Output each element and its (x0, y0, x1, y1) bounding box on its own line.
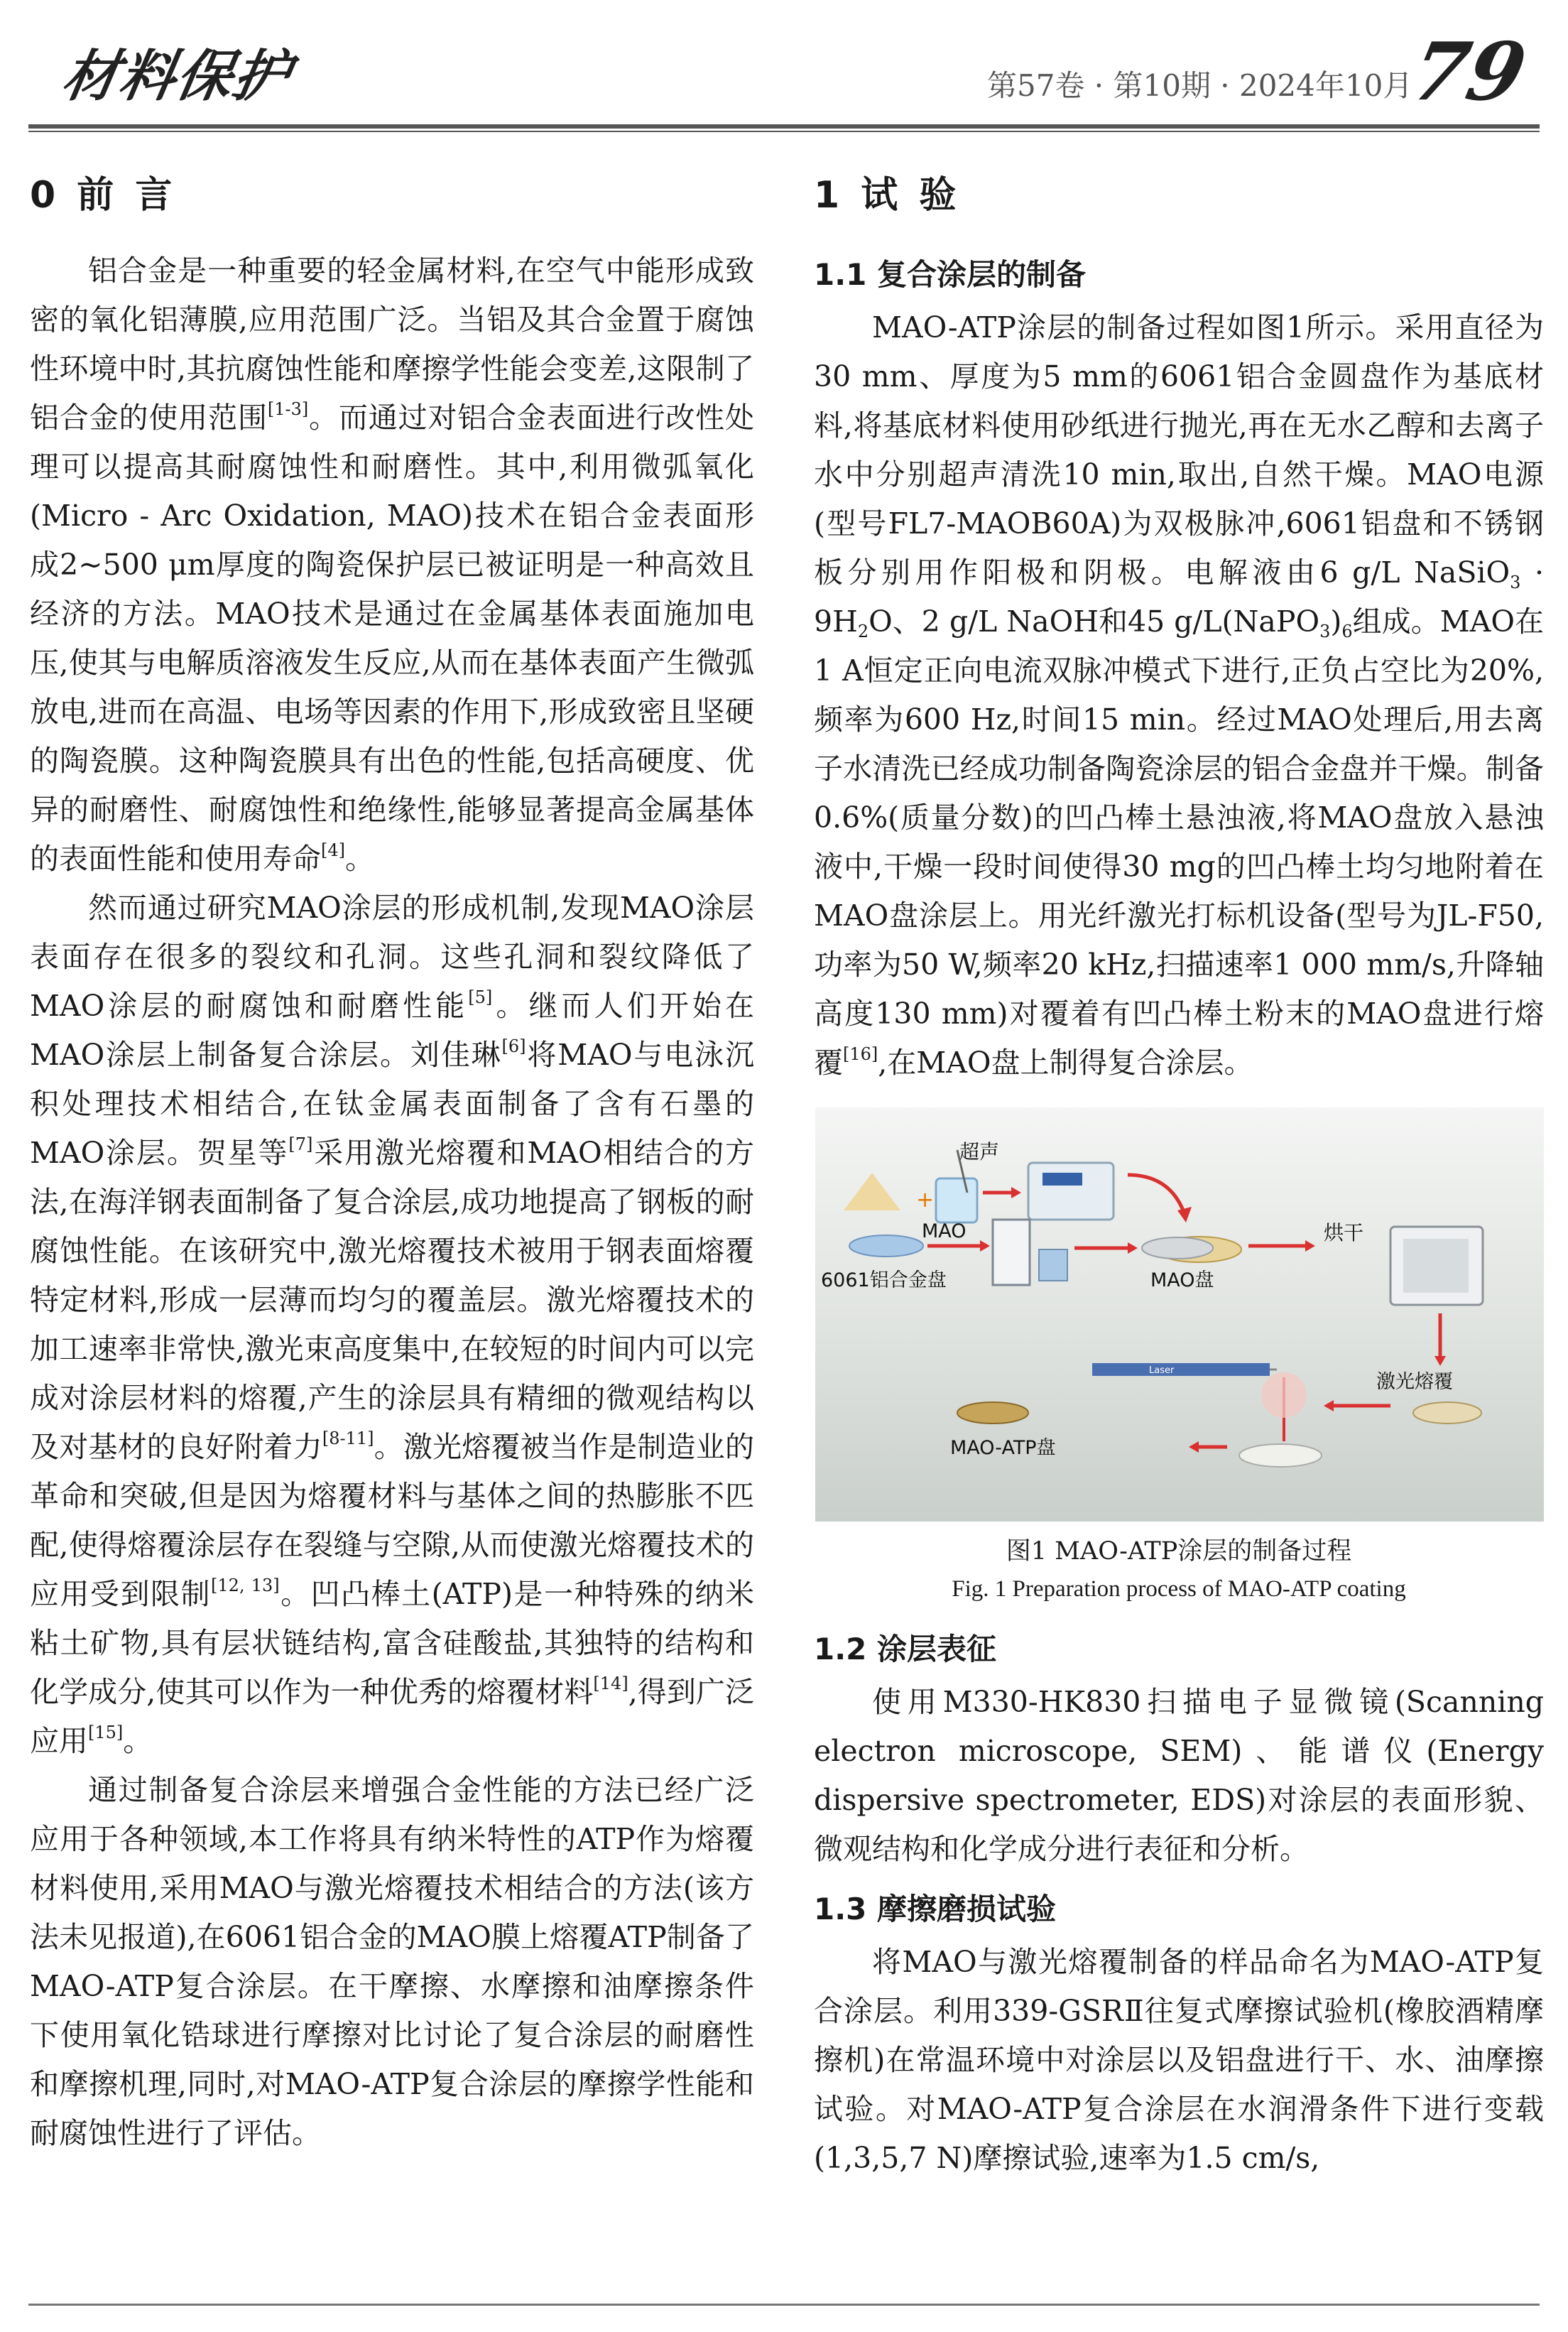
arrow-8-head (1189, 1441, 1199, 1453)
mao-atp-disc-icon (957, 1402, 1028, 1423)
laser-tube-icon (1092, 1363, 1270, 1376)
oven-door (1403, 1239, 1469, 1293)
mao-disc-icon (1142, 1237, 1213, 1259)
arrow-6-head (1434, 1356, 1446, 1366)
section-title-experiment: 1 试 验 (814, 174, 961, 217)
label-laser-cladding: 激光熔覆 (1376, 1371, 1453, 1393)
label-mao-atp-disc: MAO-ATP盘 (950, 1437, 1056, 1459)
aluminum-disc-icon (849, 1235, 923, 1257)
plus-sign: + (916, 1188, 935, 1213)
header-rule-thin (28, 131, 1540, 132)
figure-caption-cn: 图1 MAO-ATP涂层的制备过程 (1006, 1537, 1352, 1566)
paragraph-1-2: 使用M330-HK830扫描电子显微镜(Scanning electron microscope, SEM)、能谱仪(Energy dispersive spectrometer, EDS)对涂层的表面形貌、微观结构和化学成分进行表征和分析。 (814, 1685, 1544, 1866)
mao-power-supply-icon (993, 1220, 1030, 1285)
beaker-icon (936, 1178, 977, 1222)
arrow-1-head (1011, 1187, 1021, 1198)
arrow-2-head (1177, 1207, 1192, 1222)
paragraph-1-1: MAO-ATP涂层的制备过程如图1所示。采用直径为30 mm、厚度为5 mm的6061铝合金圆盘作为基底材料,将基底材料使用砂纸进行抛光,再在无水乙醇和去离子水中分别超声清洗10 min,取出,自然干燥。MAO电源(型号FL7-MAOB60A)为双极脉冲,6061铝盘和不锈钢板分别用作阳极和阴极。电解液由6 g/L NaSiO$_3$ · $9H_2O$、2 g/L NaOH和45 $g/L(NaPO_3)_6$组成。MAO在1 A恒定正向电流双脉冲模式下进行,正负占空比为20%,频率为600 Hz,时间15 min。经过MAO处理后,用去离子水清洗已经成功制备陶瓷涂层的铝合金盘并干燥。制备0.6%(质量分数)的凹凸棒土悬浊液,将MAO盘放入悬浊液中,干燥一段时间使得30 mg的凹凸棒土均匀地附着在MAO盘涂层上。用光纤激光打标机设备(型号为JL-F50,功率为50 W,频率20 kHz,扫描速率1 000 mm/s,升降轴高度130 mm)对覆着有凹凸棒土粉末的MAO盘进行熔覆[16],在MAO盘上制得复合涂层。 (814, 310, 1544, 1080)
left-column (30, 160, 754, 2158)
journal-logo: 材料保护 (57, 44, 296, 109)
arrow-5-head (1128, 1242, 1138, 1254)
label-6061-disc: 6061铝合金盘 (821, 1269, 947, 1291)
subsection-title-1-2: 1.2 涂层表征 (814, 1632, 997, 1666)
subsection-title-1-3: 1.3 摩擦磨损试验 (814, 1892, 1057, 1926)
arrow-7-head (1324, 1400, 1334, 1411)
paragraph-1-3: 将MAO与激光熔覆制备的样品命名为MAO-ATP复合涂层。利用339-GSRⅡ往复式摩擦试验机(橡胶酒精摩擦机)在常温环境中对涂层以及铝盘进行干、水、油摩擦试验。对MAO-ATP复合涂层在水润滑条件下进行变载(1,3,5,7 N)摩擦试验,速率为1.5 cm/s, (814, 1945, 1544, 2175)
arrow-3-head (1305, 1240, 1315, 1252)
header-rule (28, 124, 1540, 129)
coated-disc-icon (1413, 1402, 1481, 1423)
right-column (814, 160, 1544, 2183)
cleaner-display (1042, 1173, 1082, 1186)
laser-glow (1261, 1372, 1307, 1418)
process-diagram-svg (815, 1107, 1544, 1522)
label-laser-tube: Laser (1149, 1365, 1175, 1376)
intro-paragraph-3: 通过制备复合涂层来增强合金性能的方法已经广泛应用于各种领域,本工作将具有纳米特性的ATP作为熔覆材料使用,采用MAO与激光熔覆技术相结合的方法(该方法未见报道),在6061铝合金的MAO膜上熔覆ATP制备了MAO-ATP复合涂层。在干摩擦、水摩擦和油摩擦条件下使用氧化锆球进行摩擦对比讨论了复合涂层的耐磨性和摩擦机理,同时,对MAO-ATP复合涂层的摩擦学性能和耐腐蚀性进行了评估。 (30, 1773, 754, 2150)
ultrasonic-cleaner-icon (1028, 1163, 1114, 1220)
label-mao: MAO (922, 1220, 967, 1242)
figure-1-process-diagram (815, 1107, 1544, 1522)
issue-info: 第57卷 · 第10期 · 2024年10月 (987, 68, 1413, 103)
electrolyte-tank (1039, 1249, 1067, 1281)
label-dry: 烘干 (1324, 1221, 1364, 1244)
subsection-title-1-1: 1.1 复合涂层的制备 (814, 257, 1087, 292)
page-header (0, 0, 1568, 131)
page-number: 79 (1403, 26, 1534, 119)
label-mao-disc: MAO盘 (1150, 1269, 1214, 1291)
atp-powder-pile (844, 1173, 900, 1210)
label-ultrasound: 超声 (959, 1140, 1000, 1164)
intro-paragraph-1: 铝合金是一种重要的轻金属材料,在空气中能形成致密的氧化铝薄膜,应用范围广泛。当铝及其合金置于腐蚀性环境中时,其抗腐蚀性能和摩擦学性能会变差,这限制了铝合金的使用范围[1-3]。而通过对铝合金表面进行改性处理可以提高其耐腐蚀性和耐磨性。其中,利用微弧氧化(Micro - Arc Oxidation, MAO)技术在铝合金表面形成2~500 μm厚度的陶瓷保护层已被证明是一种高效且经济的方法。MAO技术是通过在金属基体表面施加电压,使其与电解质溶液发生反应,从而在基体表面产生微弧放电,进而在高温、电场等因素的作用下,形成致密且坚硬的陶瓷膜。这种陶瓷膜具有出色的性能,包括高硬度、优异的耐磨性、耐腐蚀性和绝缘性,能够显著提高金属基体的表面性能和使用寿命[4]。 (30, 254, 755, 876)
footer-rule (28, 2304, 1540, 2306)
arrow-4-head (980, 1240, 990, 1252)
arrow-2 (1128, 1175, 1185, 1214)
figure-caption-en: Fig. 1 Preparation process of MAO-ATP coating (952, 1576, 1406, 1602)
intro-paragraph-2: 然而通过研究MAO涂层的形成机制,发现MAO涂层表面存在很多的裂纹和孔洞。这些孔洞和裂纹降低了MAO涂层的耐腐蚀和耐磨性能[5]。继而人们开始在MAO涂层上制备复合涂层。刘佳琳[6]将MAO与电泳沉积处理技术相结合,在钛金属表面制备了含有石墨的MAO涂层。贺星等[7]采用激光熔覆和MAO相结合的方法,在海洋钢表面制备了复合涂层,成功地提高了钢板的耐腐蚀性能。在该研究中,激光熔覆技术被用于钢表面熔覆特定材料,形成一层薄而均匀的覆盖层。激光熔覆技术的加工速率非常快,激光束高度集中,在较短的时间内可以完成对涂层材料的熔覆,产生的涂层具有精细的微观结构以及对基材的良好附着力[8-11]。激光熔覆被当作是制造业的革命和突破,但是因为熔覆材料与基体之间的热膨胀不匹配,使得熔覆涂层存在裂缝与空隙,从而使激光熔覆技术的应用受到限制[12, 13]。凹凸棒土(ATP)是一种特殊的纳米粘土矿物,具有层状链结构,富含硅酸盐,其独特的结构和化学成分,使其可以作为一种优秀的熔覆材料[14],得到广泛应用[15]。 (30, 891, 755, 1758)
workpiece-disc (1239, 1444, 1322, 1467)
section-title-introduction: 0 前 言 (30, 174, 177, 217)
